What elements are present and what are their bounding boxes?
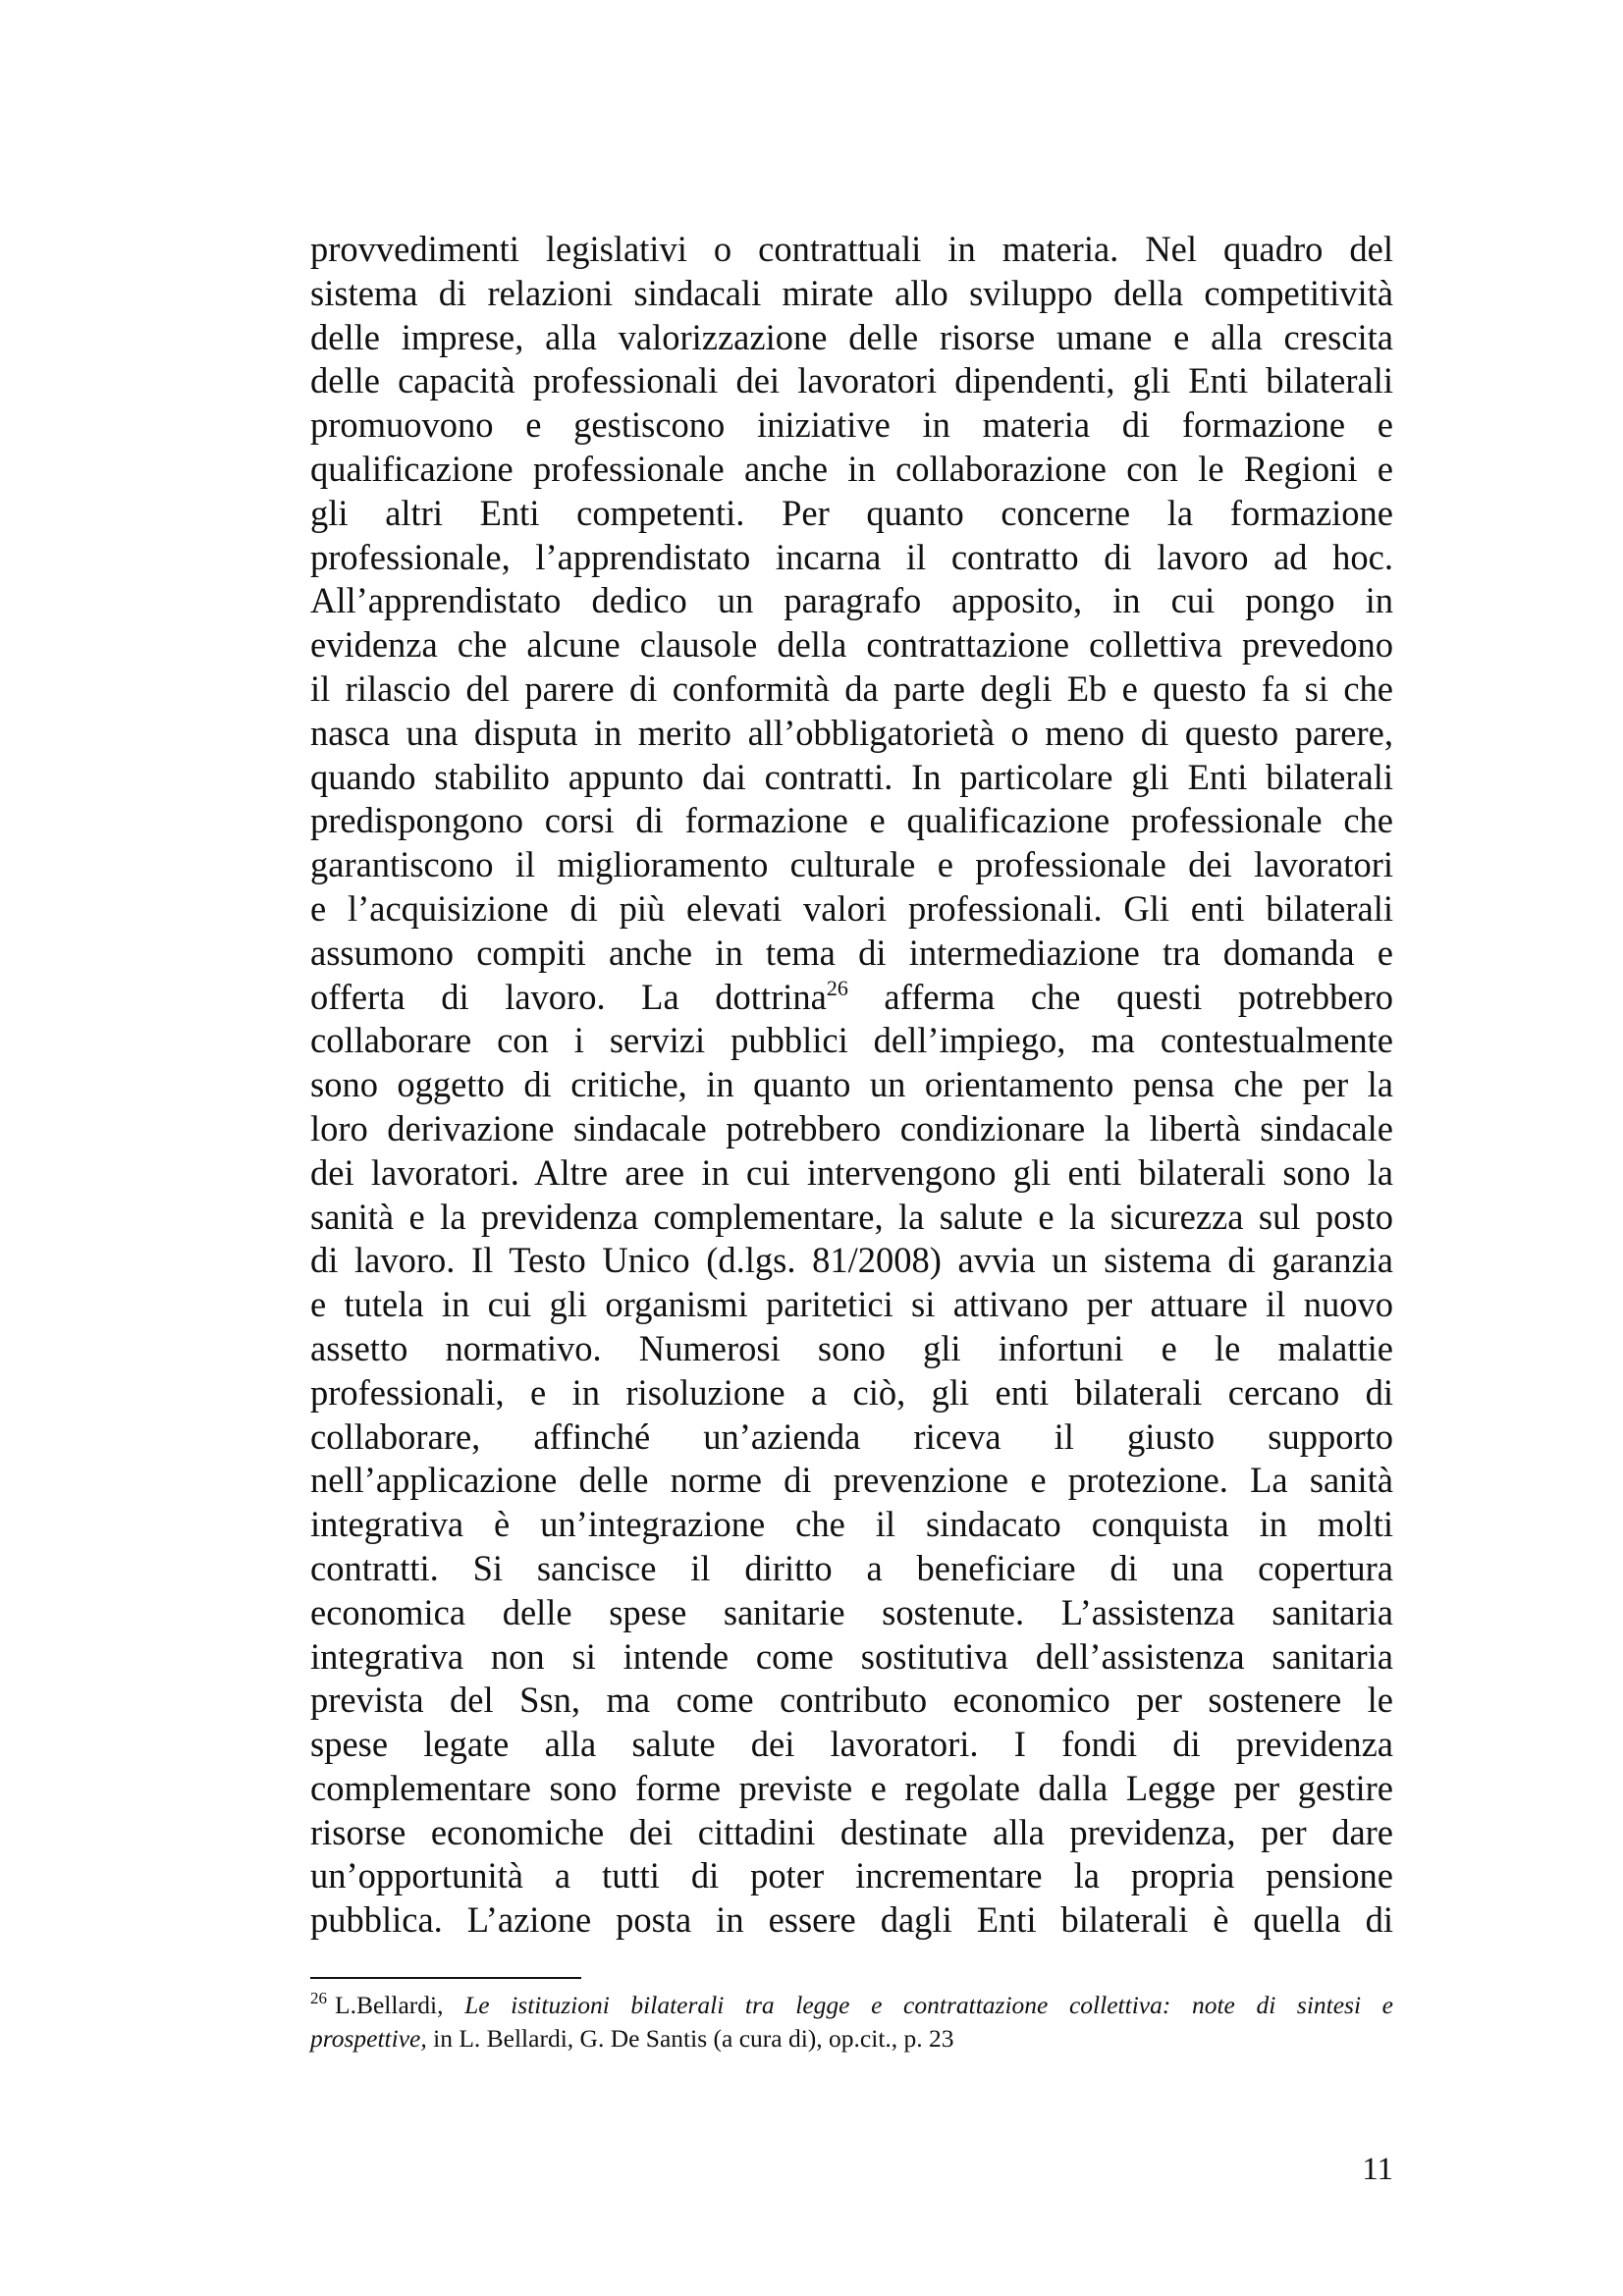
text-line: All’apprendistato dedico un paragrafo apposito, in cui pongo in (310, 580, 1393, 621)
text-line: economica delle spese sanitarie sostenute. L’assistenza sanitaria (310, 1591, 1393, 1632)
text-line: nell’applicazione delle norme di prevenzione e protezione. La sanità (310, 1460, 1393, 1501)
text-line: predispongono corsi di formazione e qualificazione professionale che (310, 800, 1393, 841)
text-line: pubblica. L’azione posta in essere dagli Enti bilaterali è quella di (310, 1899, 1393, 1941)
text-line: e l’acquisizione di più elevati valori professionali. Gli enti bilaterali (310, 887, 1393, 929)
text-segment: afferma che questi potrebbero (847, 976, 1393, 1017)
text-line: sono oggetto di critiche, in quanto un orientamento pensa che per la (310, 1064, 1393, 1105)
text-line: evidenza che alcune clausole della contrattazione collettiva prevedono (310, 624, 1393, 666)
text-line: assetto normativo. Numerosi sono gli infortuni e le malattie (310, 1327, 1393, 1368)
text-line: dei lavoratori. Altre aree in cui intervengono gli enti bilaterali sono la (310, 1151, 1393, 1193)
text-line: complementare sono forme previste e regolate dalla Legge per gestire (310, 1767, 1393, 1808)
footnote-number: 26 (310, 1989, 327, 2007)
text-line: di lavoro. Il Testo Unico (d.lgs. 81/2008) avvia un sistema di garanzia (310, 1240, 1393, 1281)
footnote-line (310, 1989, 1393, 2022)
footnote-reference[interactable]: 26 (826, 975, 848, 1000)
text-line: spese legate alla salute dei lavoratori. I fondi di previdenza (310, 1724, 1393, 1765)
text-line: delle capacità professionali dei lavoratori dipendenti, gli Enti bilaterali (310, 360, 1393, 401)
text-line: garantiscono il miglioramento culturale e professionale dei lavoratori (310, 844, 1393, 885)
text-line: un’opportunità a tutti di poter incrementare la propria pensione (310, 1855, 1393, 1896)
footnote-citation: in L. Bellardi, G. De Santis (a cura di), op.cit., p. 23 (426, 2024, 954, 2053)
text-line: quando stabilito appunto dai contratti. In particolare gli Enti bilaterali (310, 756, 1393, 797)
page-number: 11 (1362, 2152, 1393, 2187)
text-line: qualificazione professionale anche in collaborazione con le Regioni e (310, 448, 1393, 489)
text-line: provvedimenti legislativi o contrattuali in materia. Nel quadro del (310, 229, 1393, 269)
body-paragraph (310, 228, 1393, 1943)
text-line: integrativa non si intende come sostitutiva dell’assistenza sanitaria (310, 1635, 1393, 1677)
text-line: professionale, l’apprendistato incarna il contratto di lavoro ad hoc. (310, 536, 1393, 577)
text-line-with-footnote-ref (310, 976, 1393, 1020)
footnote-line (310, 2022, 1393, 2056)
text-line: sistema di relazioni sindacali mirate allo sviluppo della competitività (310, 272, 1393, 313)
text-line: delle imprese, alla valorizzazione delle risorse umane e alla crescita (310, 316, 1393, 357)
text-line: prevista del Ssn, ma come contributo economico per sostenere le (310, 1680, 1393, 1721)
text-segment: offerta di lavoro. La dottrina (310, 976, 827, 1017)
text-line: il rilascio del parere di conformità da parte degli Eb e questo fa si che (310, 667, 1393, 709)
footnote (310, 1989, 1393, 2056)
text-line: assumono compiti anche in tema di intermediazione tra domanda e (310, 932, 1393, 973)
text-line: gli altri Enti competenti. Per quanto concerne la formazione (310, 492, 1393, 533)
text-line: professionali, e in risoluzione a ciò, gli enti bilaterali cercano di (310, 1371, 1393, 1413)
text-line: collaborare con i servizi pubblici dell’impiego, ma contestualmente (310, 1020, 1393, 1061)
footnote-author: L.Bellardi, (335, 1991, 465, 2019)
footnote-title: Le istituzioni bilaterali tra legge e contrattazione collettiva: note di sintesi e (464, 1991, 1393, 2019)
text-line: risorse economiche dei cittadini destinate alla previdenza, per dare (310, 1811, 1393, 1852)
text-line: contratti. Si sancisce il diritto a beneficiare di una copertura (310, 1547, 1393, 1588)
text-line: sanità e la previdenza complementare, la salute e la sicurezza sul posto (310, 1196, 1393, 1237)
text-line: e tutela in cui gli organismi paritetici si attivano per attuare il nuovo (310, 1284, 1393, 1325)
footnote-title-continued: prospettive, (310, 2024, 427, 2053)
text-line: loro derivazione sindacale potrebbero condizionare la libertà sindacale (310, 1107, 1393, 1148)
text-line: nasca una disputa in merito all’obbligatorietà o meno di questo parere, (310, 712, 1393, 753)
text-line: integrativa è un’integrazione che il sindacato conquista in molti (310, 1504, 1393, 1545)
text-line: collaborare, affinché un’azienda riceva il giusto supporto (310, 1415, 1393, 1457)
footnote-separator (310, 1977, 581, 1979)
text-line: promuovono e gestiscono iniziative in materia di formazione e (310, 404, 1393, 446)
